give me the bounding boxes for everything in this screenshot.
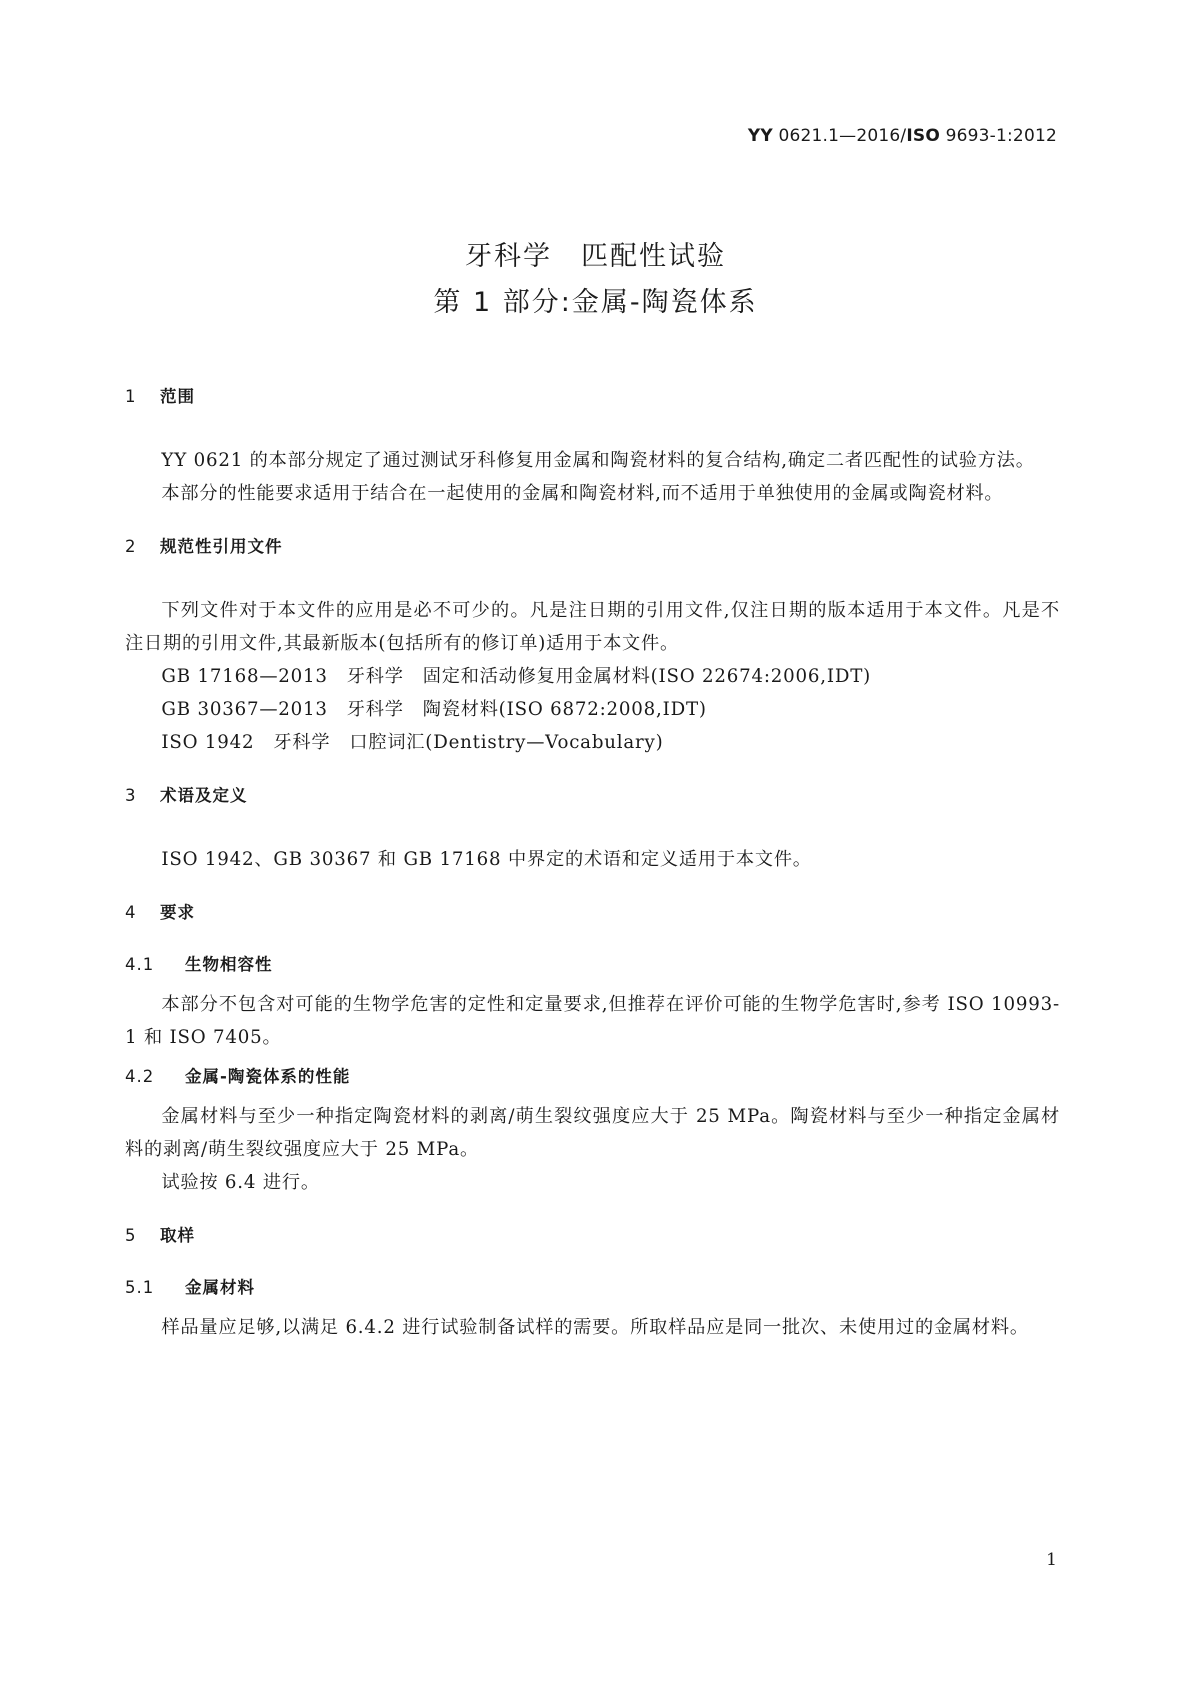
subsection-number: 4.2 <box>125 1067 155 1086</box>
section-title: 范围 <box>160 387 195 406</box>
document-title <box>0 234 1191 326</box>
section-3-paragraph-1: ISO 1942、GB 30367 和 GB 17168 中界定的术语和定义适用于本文件。 <box>161 849 812 870</box>
reference-item: ISO 1942 牙科学 口腔词汇(Dentistry—Vocabulary) <box>161 732 664 753</box>
section-4-2-paragraph-2: 试验按 6.4 进行。 <box>161 1172 320 1193</box>
page-number: 1 <box>1046 1550 1057 1570</box>
iso-prefix: ISO <box>906 126 940 146</box>
title-line-2: 第 1 部分:金属-陶瓷体系 <box>433 287 758 318</box>
subsection-number: 4.1 <box>125 955 155 974</box>
section-number: 3 <box>125 786 137 805</box>
section-title: 要求 <box>160 903 195 922</box>
section-5-heading <box>125 1221 1060 1251</box>
section-2-paragraph-1: 下列文件对于本文件的应用是必不可少的。凡是注日期的引用文件,仅注日期的版本适用于本文件。凡是不注日期的引用文件,其最新版本(包括所有的修订单)适用于本文件。 <box>125 600 1060 654</box>
section-2-heading <box>125 532 1060 562</box>
std-prefix: YY <box>747 126 773 146</box>
section-1-paragraph-1: YY 0621 的本部分规定了通过测试牙科修复用金属和陶瓷材料的复合结构,确定二者匹配性的试验方法。 <box>161 450 1035 471</box>
section-5-1-heading <box>125 1273 1060 1303</box>
section-4-2-heading <box>125 1062 1060 1092</box>
section-title: 规范性引用文件 <box>160 537 283 556</box>
subsection-title: 金属材料 <box>185 1278 255 1297</box>
section-4-heading <box>125 898 1060 928</box>
reference-item: GB 17168—2013 牙科学 固定和活动修复用金属材料(ISO 22674:2006,IDT) <box>161 666 872 687</box>
iso-number: 9693-1:2012 <box>939 126 1057 146</box>
section-1-heading <box>125 382 1060 412</box>
std-number: 0621.1—2016/ <box>772 126 907 146</box>
standard-code <box>748 126 1057 146</box>
section-number: 5 <box>125 1226 137 1245</box>
section-number: 1 <box>125 387 137 406</box>
subsection-title: 生物相容性 <box>185 955 273 974</box>
title-line-1: 牙科学 匹配性试验 <box>465 241 726 272</box>
subsection-number: 5.1 <box>125 1278 155 1297</box>
section-4-1-heading <box>125 950 1060 980</box>
section-4-2-paragraph-1: 金属材料与至少一种指定陶瓷材料的剥离/萌生裂纹强度应大于 25 MPa。陶瓷材料与至少一种指定金属材料的剥离/萌生裂纹强度应大于 25 MPa。 <box>125 1106 1060 1160</box>
section-5-1-paragraph-1: 样品量应足够,以满足 6.4.2 进行试验制备试样的需要。所取样品应是同一批次、未使用过的金属材料。 <box>161 1317 1029 1338</box>
section-4-1-paragraph-1: 本部分不包含对可能的生物学危害的定性和定量要求,但推荐在评价可能的生物学危害时,参考 ISO 10993-1 和 ISO 7405。 <box>125 994 1060 1048</box>
section-1-paragraph-2: 本部分的性能要求适用于结合在一起使用的金属和陶瓷材料,而不适用于单独使用的金属或陶瓷材料。 <box>161 483 1004 504</box>
section-title: 取样 <box>160 1226 195 1245</box>
section-number: 2 <box>125 537 137 556</box>
section-title: 术语及定义 <box>160 786 248 805</box>
reference-item: GB 30367—2013 牙科学 陶瓷材料(ISO 6872:2008,IDT) <box>161 699 707 720</box>
section-number: 4 <box>125 903 137 922</box>
subsection-title: 金属-陶瓷体系的性能 <box>185 1067 351 1086</box>
document-body <box>125 382 1060 1344</box>
section-3-heading <box>125 781 1060 811</box>
